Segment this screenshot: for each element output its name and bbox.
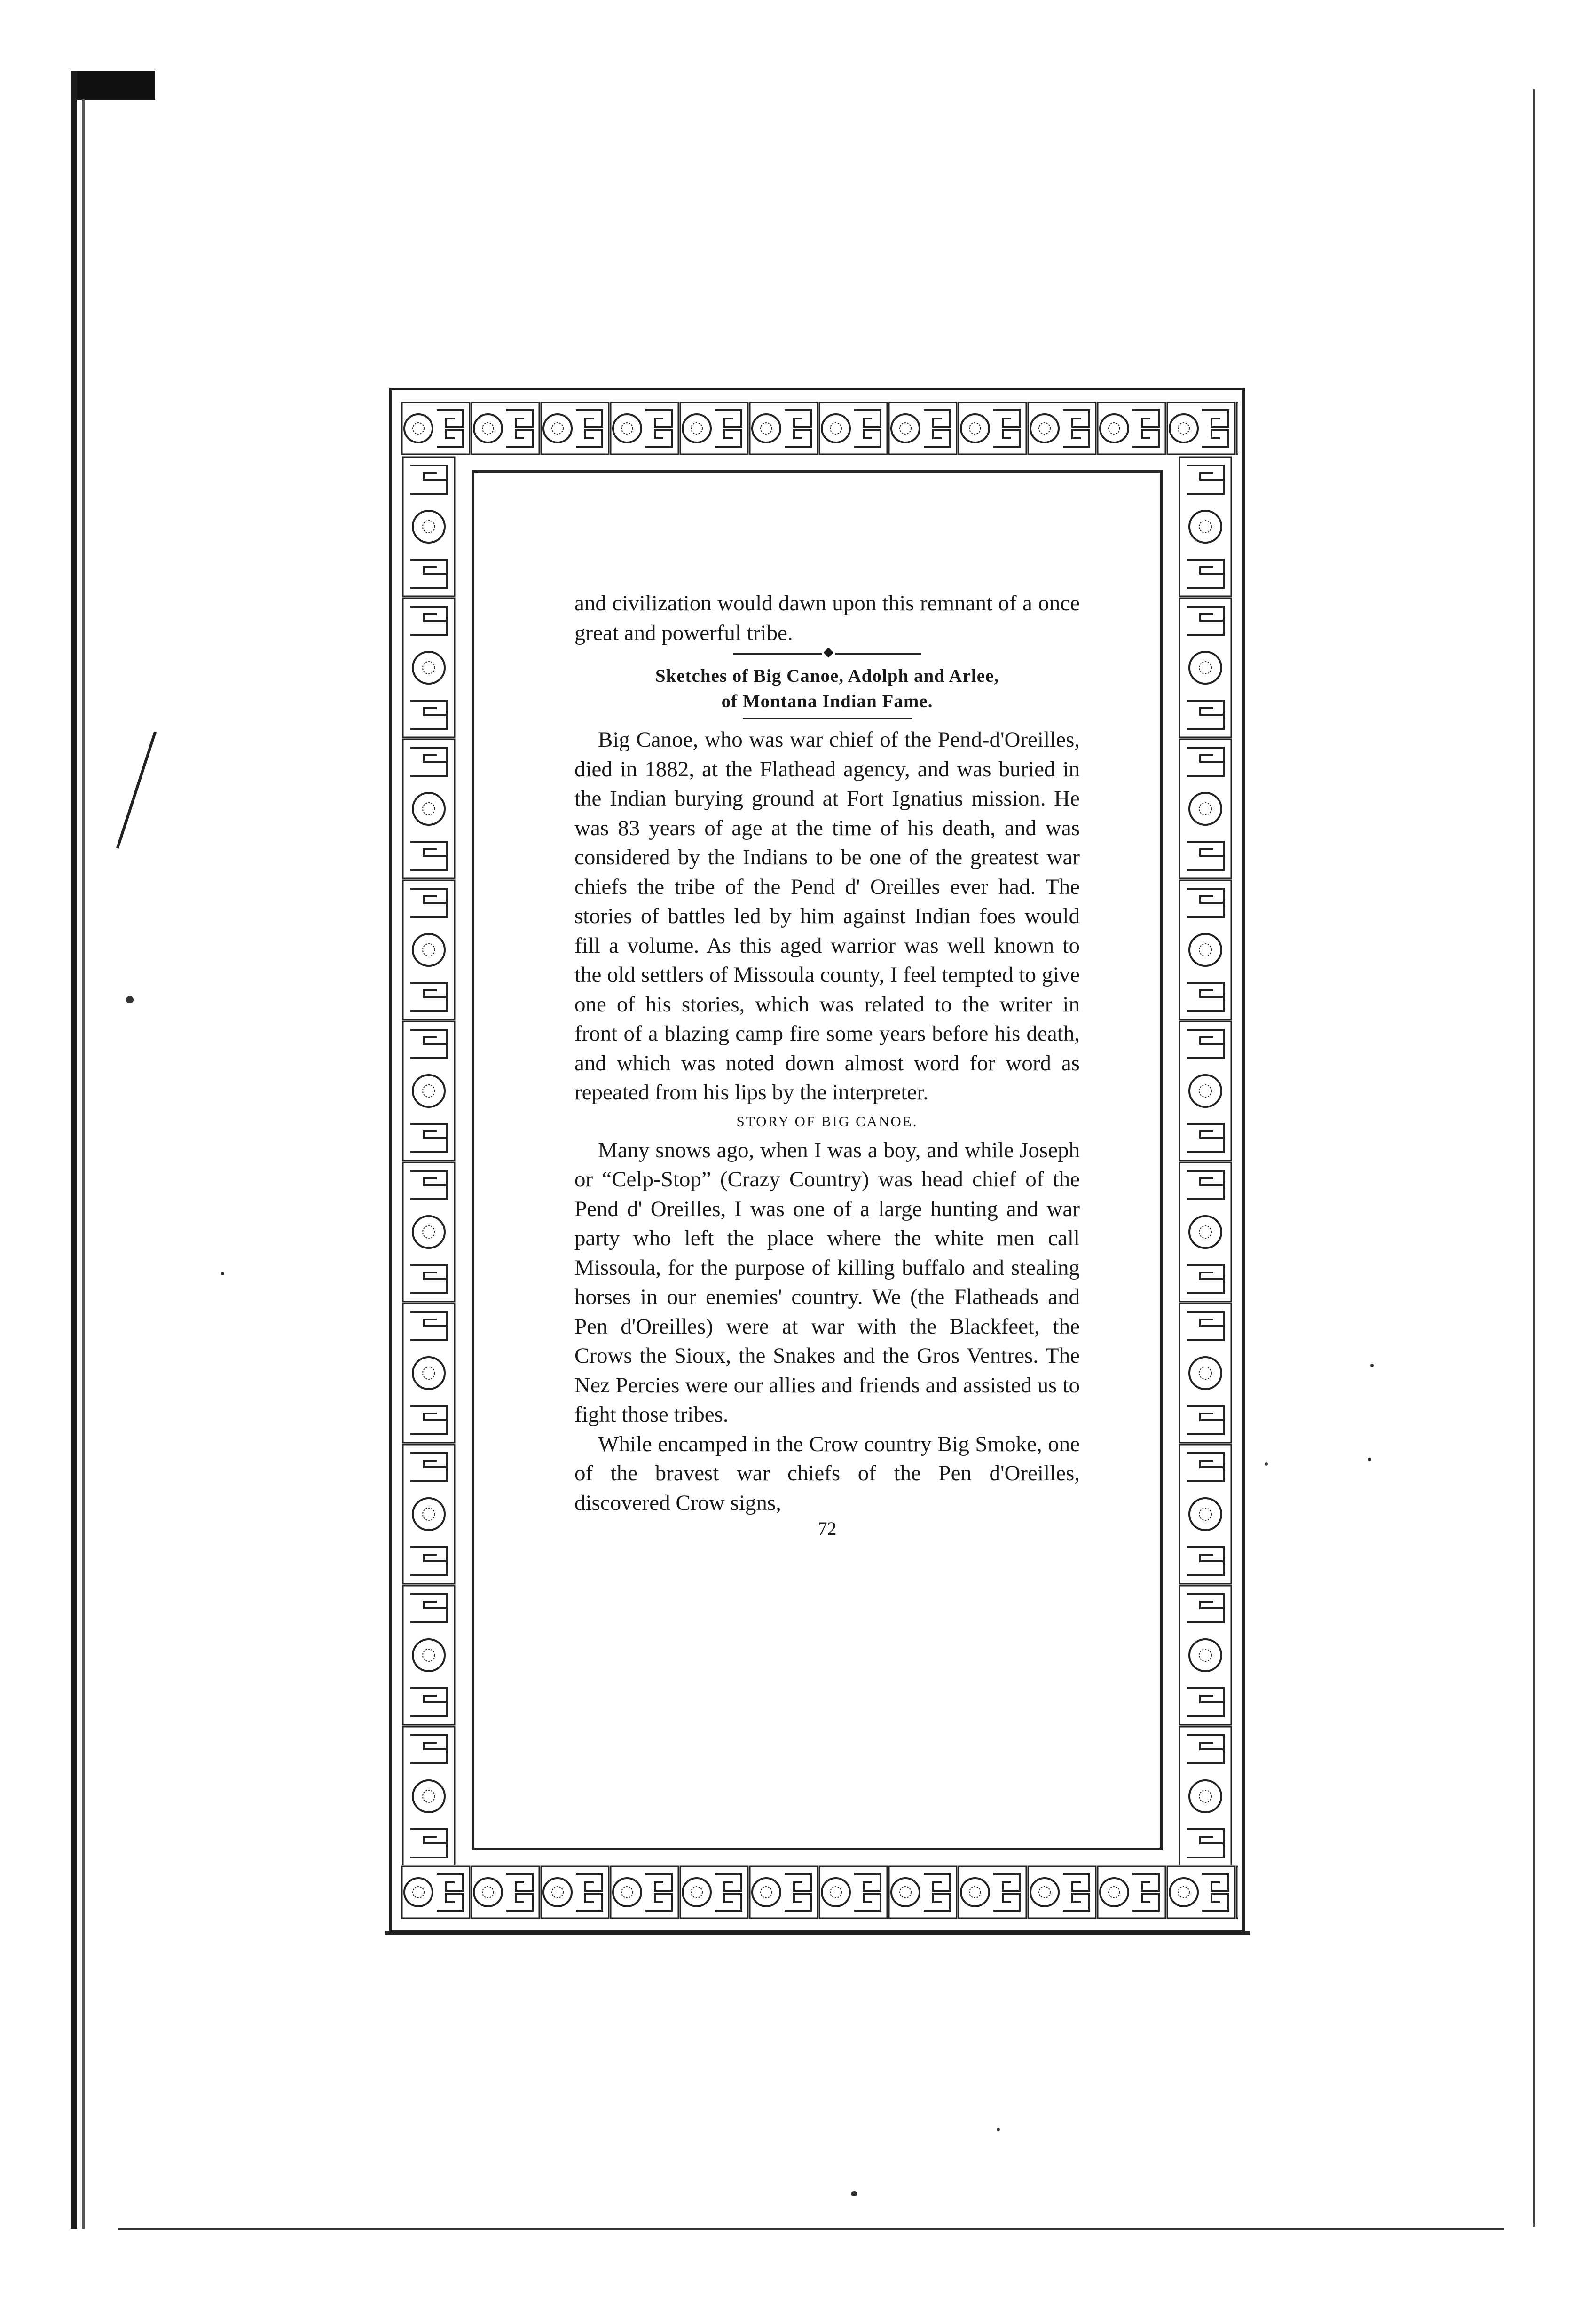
scan-left-edge [71, 71, 77, 2229]
greek-key-border-bottom [401, 1865, 1238, 1920]
speck [126, 996, 134, 1003]
page-number: 72 [818, 1518, 837, 1539]
scan-right-rule [1533, 89, 1535, 2227]
heading-rule [743, 718, 912, 719]
body-paragraph-2: Many snows ago, when I was a boy, and while Joseph or “Celp-Stop” (Crazy Country) was head chief of the Pend d' Oreilles, I was one of a large hunting and war party who left the place where the white men call Missoula, for the purpose of killing buffalo and stealing horses in our enemies' country. We (the Flatheads and Pen d'Oreilles) were at war with the Blackfeet, the Crows the Sioux, the Snakes and the Gros Ventres. The Nez Percies were our allies and friends and assisted us to fight those tribes. [574, 1138, 1080, 1427]
scan-bottom-rule [118, 2228, 1504, 2230]
scan-edge-bar [71, 71, 155, 100]
greek-key-border-left [401, 456, 456, 1865]
scan-left-edge-shadow [82, 99, 85, 2229]
body-paragraph-3: While encamped in the Crow country Big Smoke, one of the bravest war chiefs of the Pen d'Oreilles, discovered Crow signs, [574, 1431, 1080, 1515]
speck [1368, 1458, 1371, 1461]
speck [997, 2128, 1000, 2131]
story-subheading: STORY OF BIG CANOE. [736, 1113, 918, 1130]
speck [1370, 1364, 1374, 1367]
ornamental-rule [733, 650, 921, 657]
text-column [574, 589, 1080, 1539]
stray-pen-mark [116, 731, 157, 848]
section-heading-line1: Sketches of Big Canoe, Adolph and Arlee, [655, 666, 999, 686]
speck [851, 2191, 857, 2196]
section-heading-line2: of Montana Indian Fame. [721, 691, 933, 711]
greek-key-border-right [1178, 456, 1233, 1865]
greek-key-border-top [401, 401, 1238, 456]
speck [221, 1272, 224, 1275]
body-paragraph-1: Big Canoe, who was war chief of the Pend-d'Oreilles, died in 1882, at the Flathead agency, and was buried in the Indian burying ground at Fort Ignatius mission. He was 83 years of age at the time of his death, and was considered by the Indians to be one of the greatest war chiefs the tribe of the Pend d' Oreilles ever had. The stories of battles led by him against Indian foes would fill a volume. As this aged warrior was well known to the old settlers of Missoula county, I feel tempted to give one of his stories, which was related to the writer in front of a blazing camp fire some years before his death, and which was noted down almost word for word as repeated from his lips by the interpreter. [574, 727, 1080, 1105]
intro-paragraph: and civilization would dawn upon this remnant of a once great and powerful tribe. [574, 591, 1080, 645]
speck [1265, 1462, 1268, 1466]
plate-bottom-rule [385, 1931, 1250, 1935]
